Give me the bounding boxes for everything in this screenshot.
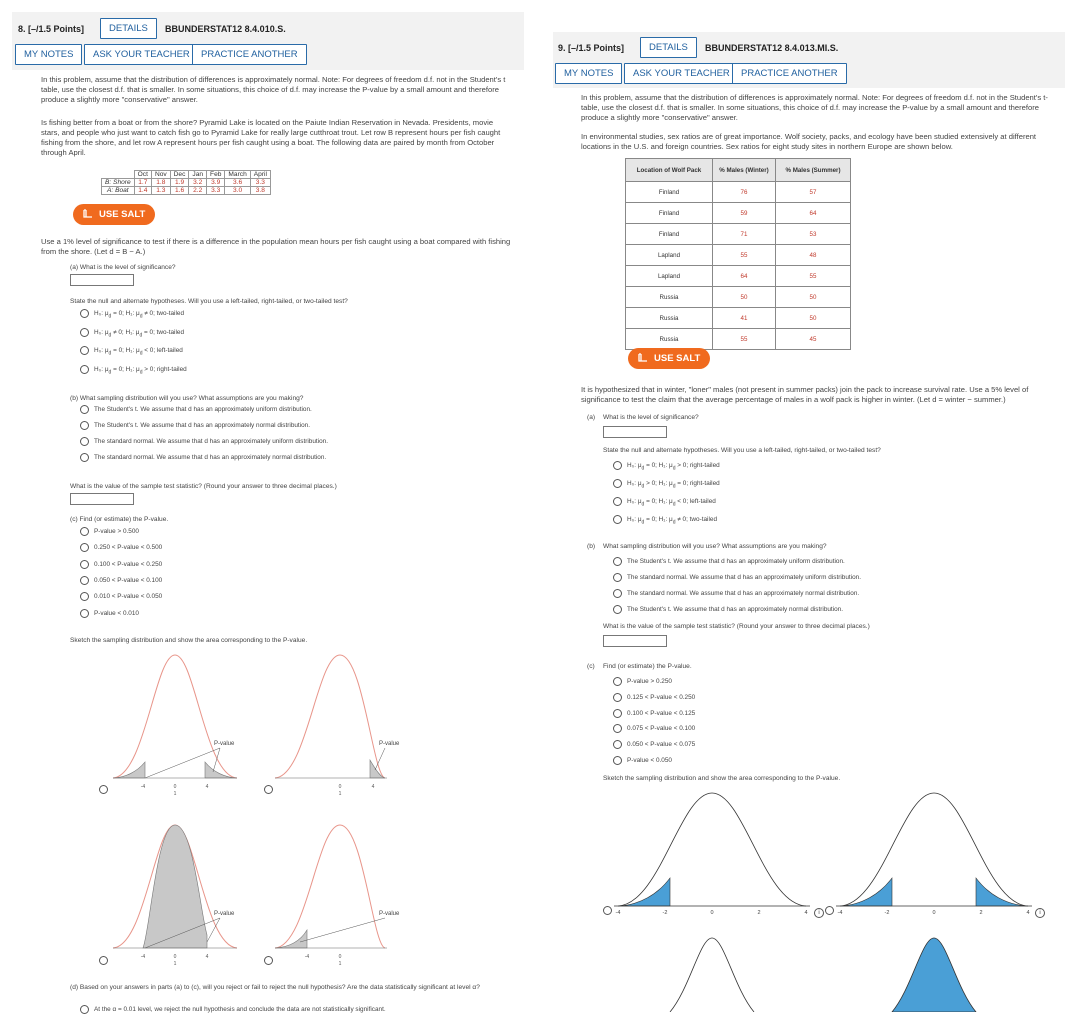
radio-circle[interactable] bbox=[613, 756, 622, 765]
table-row bbox=[102, 179, 271, 187]
q8-stat-input[interactable] bbox=[70, 493, 134, 505]
q8-prompt: Use a 1% level of significance to test if there is a difference in the population mean hours per fish caught using a boat compared with fishing from the shore. (Let d = B − A.) bbox=[41, 237, 511, 256]
q8-c-option-6[interactable] bbox=[80, 609, 139, 618]
radio-circle[interactable] bbox=[613, 677, 622, 686]
q9-context: In environmental studies, sex ratios are of great importance. Wolf society, packs, and ecology have been studied extensively at different locations in the U.S. and foreign countries. Sex ratios for eight study sites in northern Europe are shown below. bbox=[581, 132, 1037, 151]
q9-cell-s: 50 bbox=[776, 308, 851, 329]
svg-text:4: 4 bbox=[371, 784, 375, 790]
table-row bbox=[626, 308, 851, 329]
q8-plot2-pvalue-label: P-value bbox=[379, 741, 400, 747]
q8-my-notes-button[interactable]: MY NOTES bbox=[15, 44, 82, 65]
q8-month-header: Jan bbox=[189, 171, 207, 179]
q9-b-option-1[interactable] bbox=[613, 557, 845, 566]
svg-text:0: 0 bbox=[338, 954, 342, 960]
q9-c-question: Find (or estimate) the P-value. bbox=[603, 663, 692, 670]
q8-sketch-plots bbox=[95, 650, 395, 970]
q9-cell-w: 41 bbox=[713, 308, 776, 329]
q8-hyp-option-4[interactable] bbox=[80, 365, 187, 375]
q9-plot1-axis-ticks bbox=[616, 910, 808, 916]
q9-cell-w: 55 bbox=[713, 329, 776, 350]
q8-sketch-radio-3[interactable] bbox=[99, 956, 108, 965]
q8-details-button[interactable]: DETAILS bbox=[100, 18, 157, 39]
q8-hyp-option-2[interactable] bbox=[80, 328, 184, 338]
q9-plot2-axis-ticks bbox=[838, 910, 1030, 916]
q9-b-option-1-text: The Student's t. We assume that d has an approximately uniform distribution. bbox=[627, 558, 845, 566]
q9-c-option-5[interactable] bbox=[613, 740, 695, 749]
q9-hyp-option-3-text: H₀: $\mu_d = 0$; H₁: $\mu_d < 0$; left-tailed bbox=[627, 498, 716, 508]
info-icon[interactable]: i bbox=[814, 908, 824, 918]
svg-text:1: 1 bbox=[173, 961, 177, 967]
q8-hyp-option-1-text: H₀: $\mu_d = 0$; H₁: $\mu_d \ne 0$; two-tailed bbox=[94, 310, 184, 320]
q9-sketch-question: Sketch the sampling distribution and show the area corresponding to the P-value. bbox=[603, 775, 841, 782]
q9-b-option-4-text: The Student's t. We assume that d has an approximately normal distribution. bbox=[627, 606, 844, 614]
svg-text:1: 1 bbox=[173, 791, 177, 797]
q8-data-table bbox=[101, 170, 271, 195]
q8-c-option-1-text: P-value > 0.500 bbox=[94, 528, 139, 536]
q9-c-option-4[interactable] bbox=[613, 724, 695, 733]
q8-b-option-1[interactable] bbox=[80, 405, 312, 414]
q9-c-option-1-text: P-value > 0.250 bbox=[627, 678, 672, 686]
radio-circle[interactable] bbox=[80, 453, 89, 462]
q9-a-question: What is the level of significance? bbox=[603, 414, 699, 421]
q8-cell: 1.8 bbox=[151, 179, 170, 187]
q8-hyp-option-3-text: H₀: $\mu_d = 0$; H₁: $\mu_d < 0$; left-tailed bbox=[94, 347, 183, 357]
q9-a-label: (a) bbox=[587, 414, 596, 421]
q9-intro: In this problem, assume that the distribution of differences is approximately normal. Note: For degrees of freedom d.f. not in the Student's t-table, use the closest d.f. that is smaller. In some situations, this choice of d.f. may increase the P-value by a small amount and therefore produce a slightly more "conservative" answer. bbox=[581, 93, 1048, 122]
q8-plot3-pvalue-label: P-value bbox=[214, 911, 235, 917]
radio-circle[interactable] bbox=[613, 724, 622, 733]
radio-circle[interactable] bbox=[80, 1005, 89, 1014]
q8-b-option-4[interactable] bbox=[80, 453, 326, 462]
q8-d-question: (d) Based on your answers in parts (a) to (c), will you reject or fail to reject the null hypothesis? Are the data statistically significant at level α? bbox=[70, 984, 480, 991]
q8-a-input[interactable] bbox=[70, 274, 134, 286]
q9-plot-two-tailed bbox=[836, 793, 1032, 906]
q9-sketch-radio-2[interactable] bbox=[825, 906, 834, 915]
q9-b-label: (b) bbox=[587, 543, 596, 550]
radio-circle[interactable] bbox=[613, 693, 622, 702]
q8-b-question: (b) What sampling distribution will you use? What assumptions are you making? bbox=[70, 395, 304, 402]
table-row bbox=[626, 224, 851, 245]
q9-my-notes-button[interactable]: MY NOTES bbox=[555, 63, 622, 84]
q8-c-option-2-text: 0.250 < P-value < 0.500 bbox=[94, 544, 163, 552]
radio-circle[interactable] bbox=[613, 605, 622, 614]
q8-plot-large-area bbox=[113, 825, 237, 948]
q8-sketch-radio-1[interactable] bbox=[99, 785, 108, 794]
q9-c-option-3[interactable] bbox=[613, 709, 695, 718]
q9-sketch-plots bbox=[600, 788, 1050, 1012]
radio-circle[interactable] bbox=[613, 573, 622, 582]
svg-text:4: 4 bbox=[205, 954, 209, 960]
q9-p1-tick-1: -2 bbox=[662, 910, 668, 916]
q9-wolf-table bbox=[625, 158, 851, 350]
q8-a-question: (a) What is the level of significance? bbox=[70, 264, 176, 271]
q9-b-option-2[interactable] bbox=[613, 573, 861, 582]
q8-month-header: Nov bbox=[151, 171, 170, 179]
table-row bbox=[102, 187, 271, 195]
q8-intro: In this problem, assume that the distribution of differences is approximately normal. Note: For degrees of freedom d.f. not in the Student's t table, use the closest d.f. that is smaller. In some situations, this choice of d.f. may increase the P-value by a small amount and therefore produce a slightly more "conservative" answer. bbox=[41, 75, 506, 104]
q8-c-option-5[interactable] bbox=[80, 592, 162, 601]
q8-b-option-3[interactable] bbox=[80, 437, 328, 446]
table-row bbox=[626, 245, 851, 266]
q9-b-option-2-text: The standard normal. We assume that d has an approximately uniform distribution. bbox=[627, 574, 861, 582]
q9-cell-s: 53 bbox=[776, 224, 851, 245]
svg-text:0: 0 bbox=[173, 784, 177, 790]
q9-cell-s: 64 bbox=[776, 203, 851, 224]
q8-stat-question: What is the value of the sample test statistic? (Round your answer to three decimal places.) bbox=[70, 483, 337, 490]
q9-cell-s: 50 bbox=[776, 287, 851, 308]
q9-hyp-option-4[interactable] bbox=[613, 515, 717, 525]
q8-c-option-3[interactable] bbox=[80, 560, 162, 569]
q9-table-header: % Males (Summer) bbox=[776, 159, 851, 182]
q9-p2-tick-4: 4 bbox=[1026, 910, 1030, 916]
q9-prompt: It is hypothesized that in winter, "loner" males (not present in summer packs) join the pack to increase survival rate. Use a 5% level of significance to test the claim that the average percentage of males in a wolf pack is higher in winter. (Let d = winter − summer.) bbox=[581, 385, 1029, 404]
table-row bbox=[626, 203, 851, 224]
q8-cell: 3.3 bbox=[207, 187, 225, 195]
q8-plot-right-tailed bbox=[275, 655, 387, 778]
q9-b-option-3-text: The standard normal. We assume that d has an approximately normal distribution. bbox=[627, 590, 860, 598]
radio-circle[interactable] bbox=[80, 527, 89, 536]
q8-c-option-1[interactable] bbox=[80, 527, 139, 536]
radio-circle[interactable] bbox=[80, 346, 89, 355]
q8-b-option-2[interactable] bbox=[80, 421, 310, 430]
q8-d-option-1-text: At the α = 0.01 level, we reject the null hypothesis and conclude the data are not statistically significant. bbox=[94, 1006, 386, 1014]
q8-c-question: (c) Find (or estimate) the P-value. bbox=[70, 516, 169, 523]
radio-circle[interactable] bbox=[613, 479, 622, 488]
q9-table-header: % Males (Winter) bbox=[713, 159, 776, 182]
q8-b-option-1-text: The Student's t. We assume that d has an approximately uniform distribution. bbox=[94, 406, 312, 414]
radio-circle[interactable] bbox=[613, 709, 622, 718]
q8-c-option-4[interactable] bbox=[80, 576, 162, 585]
svg-text:4: 4 bbox=[205, 784, 209, 790]
q8-practice-another-button[interactable]: PRACTICE ANOTHER bbox=[192, 44, 307, 65]
q8-sketch-radio-4[interactable] bbox=[264, 956, 273, 965]
table-row bbox=[626, 266, 851, 287]
radio-circle[interactable] bbox=[80, 365, 89, 374]
q9-c-option-2-text: 0.125 < P-value < 0.250 bbox=[627, 693, 696, 701]
table-row bbox=[626, 287, 851, 308]
q9-c-option-4-text: 0.075 < P-value < 0.100 bbox=[627, 725, 696, 733]
q8-hyp-question: State the null and alternate hypotheses. Will you use a left-tailed, right-tailed, or two-tailed test? bbox=[70, 298, 348, 305]
q9-cell-s: 57 bbox=[776, 182, 851, 203]
q9-p2-tick-3: 2 bbox=[979, 910, 983, 916]
q9-c-option-6-text: P-value < 0.050 bbox=[627, 757, 672, 765]
q8-month-header: April bbox=[250, 171, 270, 179]
q9-b-option-4[interactable] bbox=[613, 605, 843, 614]
q9-cell-s: 48 bbox=[776, 245, 851, 266]
q8-cell: 3.9 bbox=[207, 179, 225, 187]
q8-ask-teacher-button[interactable]: ASK YOUR TEACHER bbox=[84, 44, 199, 65]
q9-cell-loc: Lapland bbox=[626, 245, 713, 266]
q8-cell: 3.8 bbox=[250, 187, 270, 195]
svg-text:-4: -4 bbox=[140, 784, 146, 790]
q9-c-option-1[interactable] bbox=[613, 677, 672, 686]
q8-row-label: B: Shore bbox=[102, 179, 135, 187]
q9-ask-teacher-button[interactable]: ASK YOUR TEACHER bbox=[624, 63, 739, 84]
table-row bbox=[626, 182, 851, 203]
q9-practice-another-button[interactable]: PRACTICE ANOTHER bbox=[732, 63, 847, 84]
q9-c-label: (c) bbox=[587, 663, 595, 670]
radio-circle[interactable] bbox=[613, 497, 622, 506]
q8-plot4-pvalue-label: P-value bbox=[379, 911, 400, 917]
q9-hyp-option-4-text: H₀: $\mu_d = 0$; H₁: $\mu_d \ne 0$; two-tailed bbox=[627, 516, 717, 526]
table-row bbox=[626, 329, 851, 350]
q8-question-id: BBUNDERSTAT12 8.4.010.S. bbox=[165, 24, 286, 34]
svg-text:0: 0 bbox=[338, 784, 342, 790]
q8-row-label: A: Boat bbox=[102, 187, 135, 195]
q9-cell-w: 50 bbox=[713, 287, 776, 308]
q9-p1-tick-0: -4 bbox=[615, 910, 621, 916]
q9-stat-input[interactable] bbox=[603, 635, 667, 647]
q9-plot-left-tailed bbox=[614, 793, 810, 906]
q9-cell-w: 71 bbox=[713, 224, 776, 245]
q9-cell-s: 55 bbox=[776, 266, 851, 287]
svg-text:1: 1 bbox=[338, 791, 342, 797]
q8-cell: 1.7 bbox=[134, 179, 151, 187]
q9-cell-loc: Russia bbox=[626, 287, 713, 308]
q9-question-id: BBUNDERSTAT12 8.4.013.MI.S. bbox=[705, 43, 839, 53]
q8-month-header: Dec bbox=[170, 171, 189, 179]
radio-circle[interactable] bbox=[613, 461, 622, 470]
q8-c-option-3-text: 0.100 < P-value < 0.250 bbox=[94, 560, 163, 568]
q9-cell-loc: Lapland bbox=[626, 266, 713, 287]
radio-circle[interactable] bbox=[80, 576, 89, 585]
radio-circle[interactable] bbox=[80, 592, 89, 601]
q8-sketch-question: Sketch the sampling distribution and show the area corresponding to the P-value. bbox=[70, 637, 308, 644]
q8-b-option-3-text: The standard normal. We assume that d has an approximately uniform distribution. bbox=[94, 438, 328, 446]
salt-icon bbox=[83, 209, 93, 218]
radio-circle[interactable] bbox=[80, 609, 89, 618]
q9-c-option-2[interactable] bbox=[613, 693, 695, 702]
q9-hyp-option-2-text: H₀: $\mu_d > 0$; H₁: $\mu_d = 0$; right-tailed bbox=[627, 480, 720, 490]
q9-cell-w: 64 bbox=[713, 266, 776, 287]
q9-plot-unshaded-partial bbox=[670, 938, 754, 1012]
q9-hyp-option-1-text: H₀: $\mu_d = 0$; H₁: $\mu_d > 0$; right-tailed bbox=[627, 462, 720, 472]
q9-use-salt-label: USE SALT bbox=[654, 353, 701, 364]
q9-p2-tick-1: -2 bbox=[884, 910, 890, 916]
radio-circle[interactable] bbox=[80, 309, 89, 318]
q9-p1-tick-3: 2 bbox=[757, 910, 761, 916]
q8-use-salt-label: USE SALT bbox=[99, 209, 146, 220]
q8-cell: 1.3 bbox=[151, 187, 170, 195]
q8-use-salt-button[interactable] bbox=[73, 204, 155, 225]
q9-c-option-3-text: 0.100 < P-value < 0.125 bbox=[627, 709, 696, 717]
q9-cell-loc: Russia bbox=[626, 329, 713, 350]
q9-cell-loc: Finland bbox=[626, 224, 713, 245]
q8-hyp-option-4-text: H₀: $\mu_d = 0$; H₁: $\mu_d > 0$; right-tailed bbox=[94, 365, 187, 375]
q9-cell-w: 55 bbox=[713, 245, 776, 266]
svg-text:0: 0 bbox=[173, 954, 177, 960]
q8-sketch-radio-2[interactable] bbox=[264, 785, 273, 794]
q8-month-header: Feb bbox=[207, 171, 225, 179]
q8-cell: 1.6 bbox=[170, 187, 189, 195]
q9-cell-loc: Finland bbox=[626, 182, 713, 203]
q8-c-option-5-text: 0.010 < P-value < 0.050 bbox=[94, 593, 163, 601]
q9-b-option-3[interactable] bbox=[613, 589, 859, 598]
svg-text:-4: -4 bbox=[140, 954, 146, 960]
q8-points: 8. [–/1.5 Points] bbox=[18, 24, 85, 34]
q9-sketch-radio-1[interactable] bbox=[603, 906, 612, 915]
radio-circle[interactable] bbox=[80, 560, 89, 569]
q9-p2-tick-2: 0 bbox=[932, 910, 936, 916]
q9-use-salt-button[interactable] bbox=[628, 348, 710, 369]
q8-plot-left-tailed bbox=[275, 825, 387, 948]
radio-circle[interactable] bbox=[80, 543, 89, 552]
radio-circle[interactable] bbox=[613, 557, 622, 566]
q8-month-header: Oct bbox=[134, 171, 151, 179]
q8-plot-two-tailed bbox=[113, 655, 237, 778]
q9-cell-w: 76 bbox=[713, 182, 776, 203]
q8-c-option-4-text: 0.050 < P-value < 0.100 bbox=[94, 577, 163, 585]
q9-plot-center-shaded bbox=[892, 938, 976, 1012]
q8-cell: 3.3 bbox=[250, 179, 270, 187]
q9-p2-tick-0: -4 bbox=[837, 910, 843, 916]
q9-p1-tick-4: 4 bbox=[804, 910, 808, 916]
q9-stat-question: What is the value of the sample test statistic? (Round your answer to three decimal places.) bbox=[603, 623, 870, 630]
q9-p1-tick-2: 0 bbox=[710, 910, 714, 916]
q9-cell-loc: Russia bbox=[626, 308, 713, 329]
q9-points: 9. [–/1.5 Points] bbox=[558, 43, 625, 53]
q8-cell: 3.0 bbox=[225, 187, 250, 195]
radio-circle[interactable] bbox=[613, 740, 622, 749]
q8-cell: 2.2 bbox=[189, 187, 207, 195]
info-icon[interactable]: i bbox=[1035, 908, 1045, 918]
q8-hyp-option-1[interactable] bbox=[80, 309, 184, 319]
q9-hyp-option-1[interactable] bbox=[613, 461, 720, 471]
q9-hyp-question: State the null and alternate hypotheses. Will you use a left-tailed, right-tailed, or two-tailed test? bbox=[603, 447, 881, 454]
radio-circle[interactable] bbox=[613, 515, 622, 524]
q9-cell-s: 45 bbox=[776, 329, 851, 350]
q8-hyp-option-3[interactable] bbox=[80, 346, 183, 356]
radio-circle[interactable] bbox=[80, 405, 89, 414]
svg-text:-4: -4 bbox=[304, 954, 310, 960]
radio-circle[interactable] bbox=[80, 328, 89, 337]
q8-cell: 1.4 bbox=[134, 187, 151, 195]
radio-circle[interactable] bbox=[80, 437, 89, 446]
q9-b-question: What sampling distribution will you use? What assumptions are you making? bbox=[603, 543, 827, 550]
q8-plot1-pvalue-label: P-value bbox=[214, 741, 235, 747]
radio-circle[interactable] bbox=[80, 421, 89, 430]
q8-month-header: March bbox=[225, 171, 250, 179]
q8-c-option-2[interactable] bbox=[80, 543, 162, 552]
q8-cell: 3.2 bbox=[189, 179, 207, 187]
q9-c-option-5-text: 0.050 < P-value < 0.075 bbox=[627, 741, 696, 749]
q8-context: Is fishing better from a boat or from the shore? Pyramid Lake is located on the Paiute Indian Reservation in Nevada. Presidents, movie stars, and people who just want to catch fish go to Pyramid Lake for really large cutthroat trout. Let row B represent hours per fish caught fishing from the shore, and let row A represent hours per fish caught using a boat. The following data are paired by month from October through April. bbox=[41, 118, 501, 157]
q9-cell-w: 59 bbox=[713, 203, 776, 224]
q8-cell: 1.9 bbox=[170, 179, 189, 187]
q9-hyp-option-3[interactable] bbox=[613, 497, 716, 507]
q9-a-input[interactable] bbox=[603, 426, 667, 438]
radio-circle[interactable] bbox=[613, 589, 622, 598]
q9-cell-loc: Finland bbox=[626, 203, 713, 224]
q8-b-option-2-text: The Student's t. We assume that d has an approximately normal distribution. bbox=[94, 422, 311, 430]
svg-text:1: 1 bbox=[338, 961, 342, 967]
q9-table-header: Location of Wolf Pack bbox=[626, 159, 713, 182]
q8-d-option-1[interactable] bbox=[80, 1005, 386, 1014]
salt-icon bbox=[638, 353, 648, 362]
q8-b-option-4-text: The standard normal. We assume that d has an approximately normal distribution. bbox=[94, 454, 327, 462]
q9-hyp-option-2[interactable] bbox=[613, 479, 720, 489]
q9-c-option-6[interactable] bbox=[613, 756, 672, 765]
q8-cell: 3.6 bbox=[225, 179, 250, 187]
q9-details-button[interactable]: DETAILS bbox=[640, 37, 697, 58]
q8-c-option-6-text: P-value < 0.010 bbox=[94, 609, 139, 617]
q8-hyp-option-2-text: H₀: $\mu_d \ne 0$; H₁: $\mu_d = 0$; two-tailed bbox=[94, 328, 185, 338]
